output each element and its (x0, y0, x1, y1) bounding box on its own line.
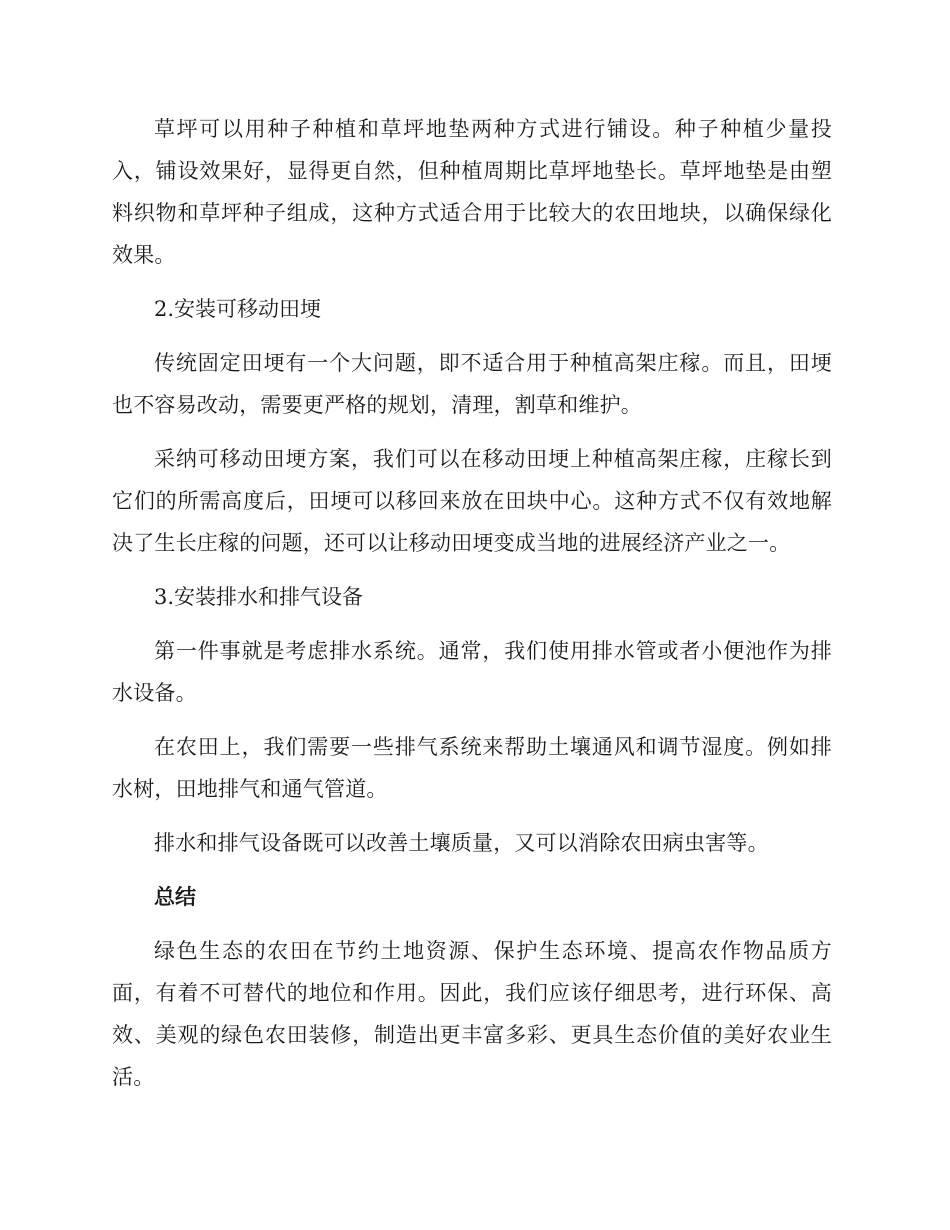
paragraph-lawn-methods: 草坪可以用种子种植和草坪地垫两种方式进行铺设。种子种植少量投入，铺设效果好，显得更自然，但种植周期比草坪地垫长。草坪地垫是由塑料织物和草坪种子组成，这种方式适合用于比较大的农田地块，以确保绿化效果。 (112, 117, 832, 267)
paragraph-fixed-ridges-problem: 传统固定田埂有一个大问题，即不适合用于种植高架庄稼。而且，田埂也不容易改动，需要更严格的规划，清理，割草和维护。 (112, 351, 832, 417)
heading-summary: 总结 (154, 885, 196, 909)
paragraph-summary: 绿色生态的农田在节约土地资源、保护生态环境、提高农作物品质方面，有着不可替代的地位和作用。因此，我们应该仔细思考，进行环保、高效、美观的绿色农田装修，制造出更丰富多彩、更具生态价值的美好农业生活。 (112, 939, 832, 1089)
document-page (112, 108, 832, 1110)
paragraph-drainage-system: 第一件事就是考虑排水系统。通常，我们使用排水管或者小便池作为排水设备。 (112, 639, 832, 705)
heading-movable-ridges: 2.安装可移动田埂 (154, 297, 322, 321)
paragraph-ventilation-system: 在农田上，我们需要一些排气系统来帮助土壤通风和调节湿度。例如排水树，田地排气和通气管道。 (112, 735, 832, 801)
paragraph-movable-ridges-solution: 采纳可移动田埂方案，我们可以在移动田埂上种植高架庄稼，庄稼长到它们的所需高度后，田埂可以移回来放在田块中心。这种方式不仅有效地解决了生长庄稼的问题，还可以让移动田埂变成当地的进展经济产业之一。 (112, 447, 832, 555)
paragraph-equipment-benefits: 排水和排气设备既可以改善土壤质量，又可以消除农田病虫害等。 (154, 831, 769, 855)
heading-drainage-ventilation: 3.安装排水和排气设备 (154, 585, 364, 609)
